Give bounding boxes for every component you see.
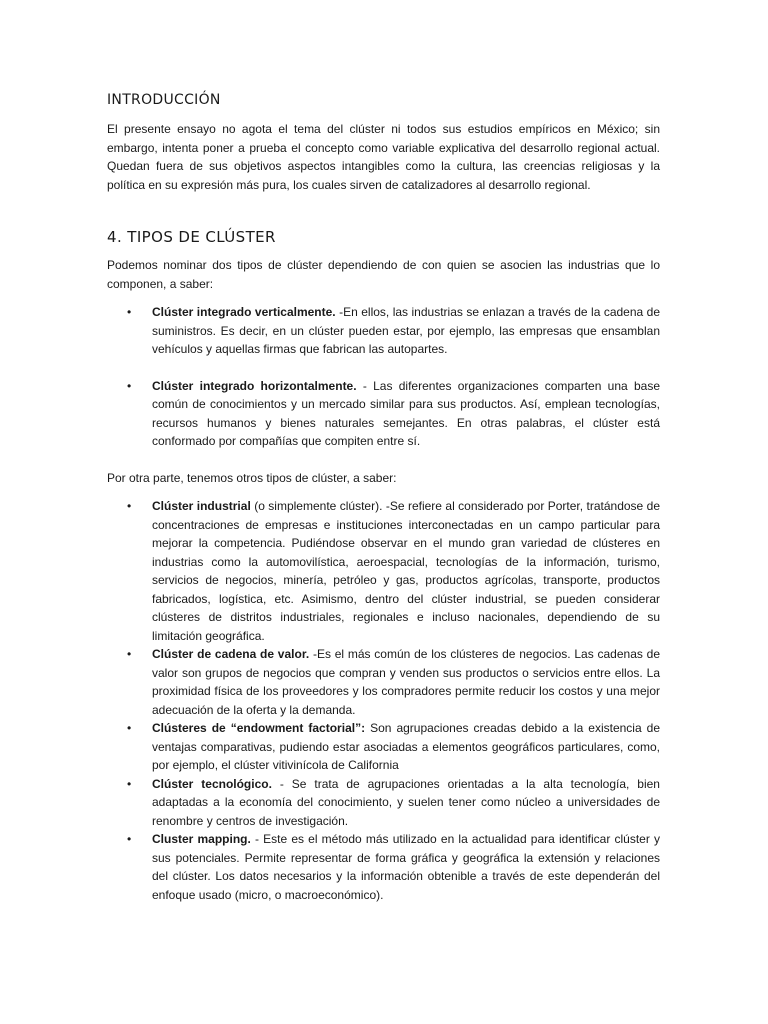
intro-paragraph: El presente ensayo no agota el tema del clúster ni todos sus estudios empíricos en México; sin embargo, intenta poner a prueba el concepto como variable explicativa del desarrollo regional actual. Quedan fuera de sus objetivos aspectos intangibles como la cultura, las creencias religiosas y la política en su expresión más pura, los cuales sirven de catalizadores al desarrollo regional. — [107, 122, 660, 192]
item-text: - Se trata de agrupaciones orientadas a la alta tecnología, bien adaptadas a la economía del conocimiento, y suelen tener como núcleo a universidades de renombre y centros de investigación. — [152, 776, 660, 828]
item-term: Clúster de cadena de valor. — [152, 647, 310, 661]
item-term: Clústeres de “endowment factorial”: — [152, 721, 366, 735]
item-term: Cluster mapping. — [152, 832, 251, 846]
bullet-icon: • — [127, 378, 132, 393]
bullet-icon: • — [127, 721, 132, 735]
item-text: Son agrupaciones creadas debido a la existencia de ventajas comparativas, pudiendo estar asociadas a elementos geográficos particulares, como, por ejemplo, el clúster vitivinícola de California — [152, 721, 661, 772]
item-term: Clúster integrado verticalmente. — [152, 305, 336, 319]
other-types-lead: Por otra parte, tenemos otros tipos de clúster, a saber: — [107, 470, 397, 485]
item-text: - Las diferentes organizaciones comparten una base común de conocimientos y un mercado similar para sus productos. Así, emplean tecnologías, recursos humanos y bienes naturales semejantes. En otras palabras, el clúster está conformado por compañías que compiten entre sí. — [152, 378, 661, 448]
item-text: -En ellos, las industrias se enlazan a través de la cadena de suministros. Es decir, en un clúster pueden estar, por ejemplo, las empresas que ensamblan vehículos y aquellas firmas que fabrican las autopartes. — [152, 305, 660, 356]
bullet-icon: • — [127, 499, 132, 513]
list-item — [107, 377, 660, 451]
cluster-types-list — [107, 303, 660, 451]
list-item — [107, 719, 660, 775]
bullet-icon: • — [127, 776, 132, 791]
item-text: (o simplemente clúster). -Se refiere al considerado por Porter, tratándose de concentraciones de empresas e instituciones interconectadas en un campo particular para mejorar la competencia. Pudiéndose observar en el mundo gran variedad de clústeres en industrias como la automovilística, aeroespacial, tecnologías de la información, turismo, servicios de negocios, minería, petróleo y gas, productos agrícolas, transporte, productos fabricados, logística, etc. Asimismo, dentro del clúster industrial, se pueden considerar clústeres de distritos industriales, regionales e incluso nacionales, dependiendo de su limitación geográfica. — [152, 499, 660, 643]
list-item — [107, 830, 660, 904]
bullet-icon: • — [127, 305, 132, 319]
other-cluster-types-list — [107, 497, 660, 904]
section-lead: Podemos nominar dos tipos de clúster dependiendo de con quien se asocien las industrias que lo componen, a saber: — [107, 258, 660, 291]
item-term: Clúster industrial — [152, 499, 251, 513]
intro-heading: INTRODUCCIÓN — [107, 92, 221, 108]
item-text: -Es el más común de los clústeres de negocios. Las cadenas de valor son grupos de negocios que compran y venden sus productos o servicios entre ellos. La proximidad física de los proveedores y los compradores permite reducir los costos y una mejor adecuación de la oferta y la demanda. — [152, 647, 660, 717]
bullet-icon: • — [127, 647, 132, 661]
item-term: Clúster integrado horizontalmente. — [152, 378, 357, 393]
bullet-icon: • — [127, 832, 132, 846]
list-item — [107, 775, 660, 831]
item-term: Clúster tecnológico. — [152, 776, 272, 791]
list-item — [107, 645, 660, 719]
item-text: - Este es el método más utilizado en la actualidad para identificar clúster y sus potenciales. Permite representar de forma gráfica y geográfica la extensión y relaciones del clúster. Los datos necesarios y la información obtenible a través de este dependerán del enfoque usado (micro, o macroeconómico). — [152, 832, 660, 902]
list-item — [107, 497, 660, 645]
list-item — [107, 303, 660, 359]
section-heading: 4. TIPOS DE CLÚSTER — [107, 228, 276, 246]
